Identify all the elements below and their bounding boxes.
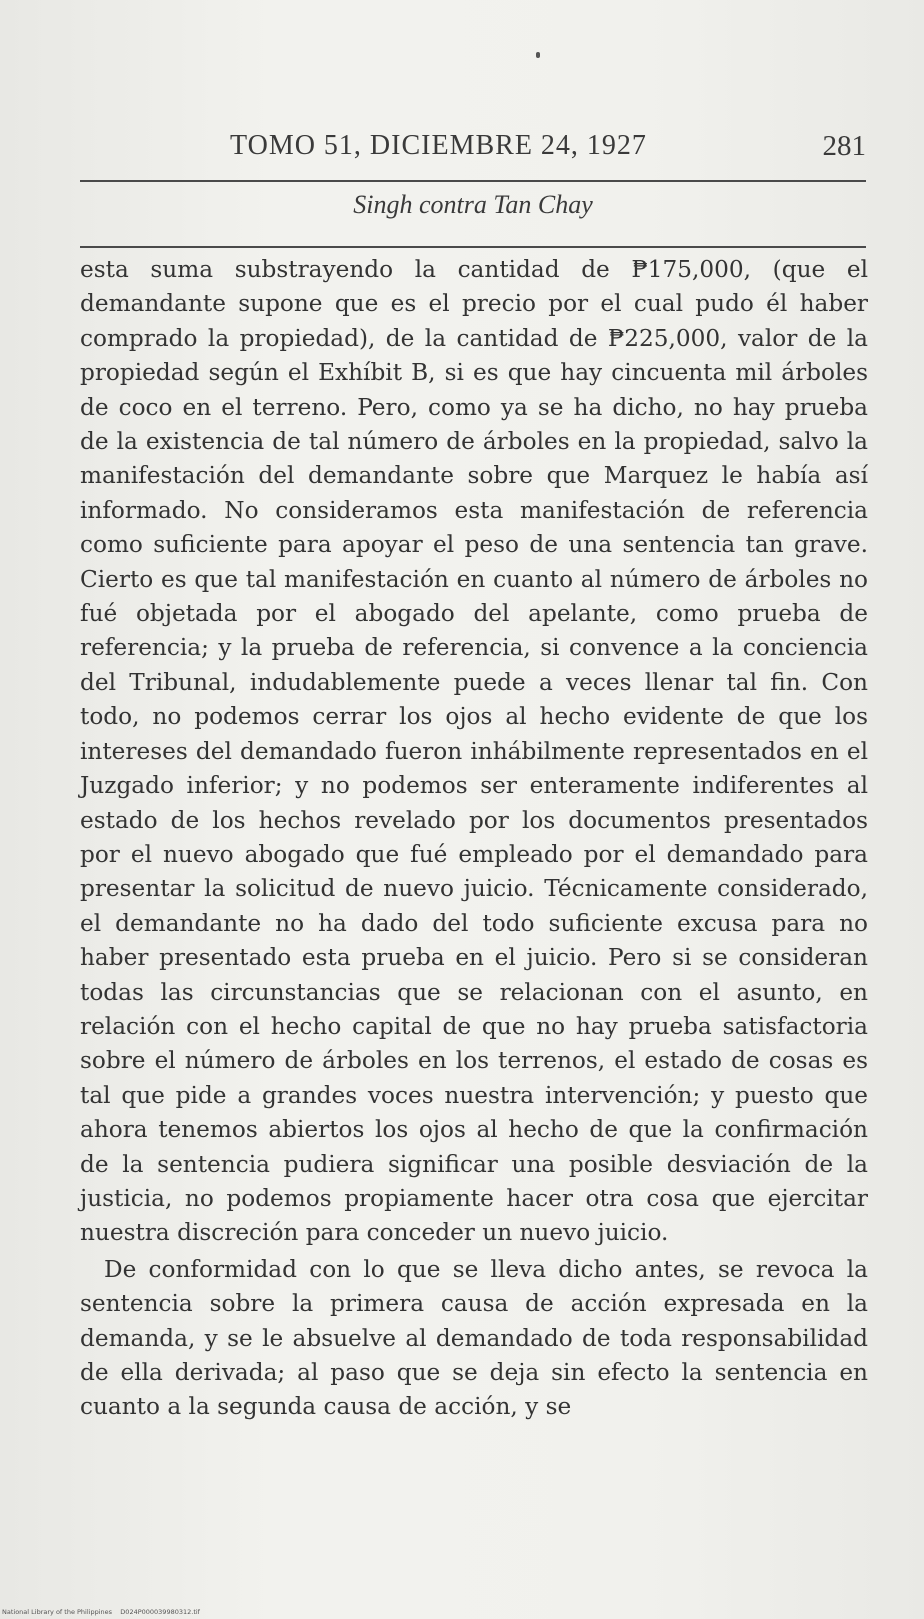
header-rule-bottom [80, 246, 866, 248]
scan-id: D024P000039980312.tif [120, 1608, 200, 1616]
running-title: TOMO 51, DICIEMBRE 24, 1927 [230, 130, 647, 161]
paragraph-2: De conformidad con lo que se lleva dicho antes, se revoca la sentencia sobre la primera causa de acción expresada en la demanda, y se le absuelve al demandado de toda responsabilidad de ella derivada; al paso que se deja sin efecto la sentencia en cuanto a la segunda causa de acción, y se [80, 1255, 868, 1421]
ink-speck [536, 52, 540, 58]
header-rule-top [80, 180, 866, 182]
paragraph-1: esta suma substrayendo la cantidad de ₱175,000, (que el demandante supone que es el precio por el cual pudo él haber comprado la propiedad), de la cantidad de ₱225,000, valor de la propiedad según el Exhíbit B, si es que hay cincuenta mil árboles de coco en el terreno. Pero, como ya se ha dicho, no hay prueba de la existencia de tal número de árboles en la propiedad, salvo la manifestación del demandante sobre que Marquez le había así informado. No consideramos esta manifestación de referencia como suficiente para apoyar el peso de una sentencia tan grave. Cierto es que tal manifestación en cuanto al número de árboles no fué objetada por el abogado del apelante, como prueba de referencia; y la prueba de referencia, si convence a la conciencia del Tribunal, indudablemente puede a veces llenar tal fin. Con todo, no podemos cerrar los ojos al hecho evidente de que los intereses del demandado fueron inhábilmente representados en el Juzgado inferior; y no podemos ser enteramente indiferentes al estado de los hechos revelado por los documentos presentados por el nuevo abogado que fué empleado por el demandado para presentar la solicitud de nuevo juicio. Técnicamente considerado, el demandante no ha dado del todo suficiente excusa para no haber presentado esta prueba en el juicio. Pero si se consideran todas las circunstancias que se relacionan con el asunto, en relación con el hecho capital de que no hay prueba satisfactoria sobre el número de árboles en los terrenos, el estado de cosas es tal que pide a grandes voces nuestra intervención; y puesto que ahora tenemos abiertos los ojos al hecho de que la confirmación de la sentencia pudiera significar una posible desviación de la justicia, no podemos propiamente hacer otra cosa que ejercitar nuestra discreción para conceder un nuevo juicio. [80, 256, 868, 1247]
case-title: Singh contra Tan Chay [353, 190, 593, 219]
scan-footer [2, 1608, 200, 1616]
library-credit: National Library of the Philippines [2, 1608, 113, 1616]
running-head [80, 130, 866, 170]
page-number: 281 [822, 130, 866, 162]
body-text [80, 253, 868, 1425]
